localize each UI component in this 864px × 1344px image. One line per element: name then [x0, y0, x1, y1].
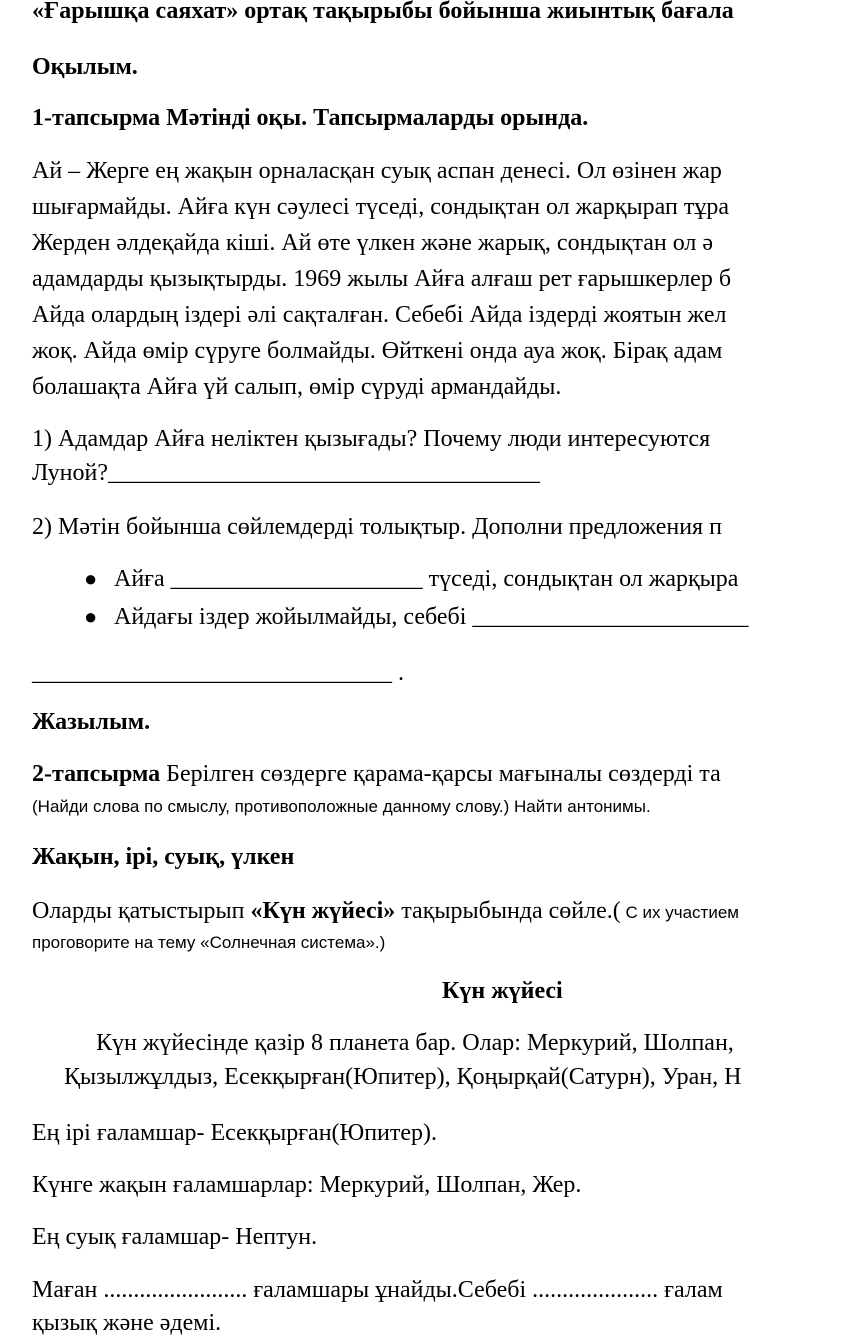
speaking-task-line	[32, 896, 739, 926]
task2-line	[32, 759, 721, 789]
writing-heading: Жазылым.	[32, 709, 151, 735]
question-2-bullet: Айдағы іздер жойылмайды, себебі _______________________	[114, 604, 749, 630]
solar-system-title: Күн жүйесі	[442, 978, 563, 1004]
favorite-planet-line: қызық және әдемі.	[32, 1310, 222, 1336]
passage-line: жоқ. Айда өмір сүруге болмайды. Өйткені онда ауа жоқ. Бірақ адам	[32, 338, 723, 364]
closest-planets: Күнге жақын ғаламшарлар: Меркурий, Шолпан, Жер.	[32, 1172, 582, 1198]
passage-line: шығармайды. Айға күн сәулесі түседі, сондықтан ол жарқырап тұра	[32, 194, 729, 220]
speaking-text: Оларды қатыстырып	[32, 898, 251, 924]
favorite-planet-line: Маған ........................ ғаламшары ұнайды.Себебі ..................... ғалам	[32, 1277, 723, 1303]
question-2-continuation: ______________________________ .	[32, 660, 404, 686]
passage-line: Айда олардың іздері әлі сақталған. Себебі Айда іздерді жоятын жел	[32, 302, 727, 328]
task2-text: Берілген сөздерге қарама-қарсы мағыналы сөздерді та	[160, 761, 721, 787]
task2-note: (Найди слова по смыслу, противоположные данному слову.) Найти антонимы.	[32, 797, 651, 816]
task1-heading: 1-тапсырма Мәтінді оқы. Тапсырмаларды орында.	[32, 105, 589, 131]
task2-label: 2-тапсырма	[32, 761, 161, 787]
question-2-intro: 2) Мәтін бойынша сөйлемдерді толықтыр. Дополни предложения п	[32, 514, 722, 540]
solar-system-line: Күн жүйесінде қазір 8 планета бар. Олар: Меркурий, Шолпан,	[96, 1030, 734, 1056]
antonym-words: Жақын, ірі, суық, үлкен	[32, 844, 295, 870]
speaking-note: С их участием	[620, 903, 739, 922]
bullet-icon: ●	[84, 604, 98, 629]
speaking-note: проговорите на тему «Солнечная система».)	[32, 933, 386, 952]
largest-planet: Ең ірі ғаламшар- Есекқырған(Юпитер).	[32, 1120, 438, 1146]
question-2-bullet: Айға _____________________ түседі, сондықтан ол жарқыра	[114, 566, 739, 592]
worksheet-title: «Ғарышқа саяхат» ортақ тақырыбы бойынша жиынтық бағала	[32, 0, 734, 24]
bullet-icon: ●	[84, 566, 98, 591]
passage-line: Жерден әлдеқайда кіші. Ай өте үлкен және жарық, сондықтан ол ә	[32, 230, 713, 256]
speaking-text: тақырыбында сөйле.(	[395, 898, 621, 924]
speaking-topic: «Күн жүйесі»	[250, 898, 396, 924]
passage-line: болашақта Айға үй салып, өмір сүруді армандайды.	[32, 374, 562, 400]
passage-line: Ай – Жерге ең жақын орналасқан суық аспан денесі. Ол өзінен жар	[32, 158, 722, 184]
passage-line: адамдарды қызықтырды. 1969 жылы Айға алғаш рет ғарышкерлер б	[32, 266, 732, 292]
reading-heading: Оқылым.	[32, 54, 138, 80]
question-1-line: 1) Адамдар Айға неліктен қызығады? Почему люди интересуются	[32, 426, 711, 452]
question-1-answer-line: Луной?____________________________________	[32, 460, 541, 486]
solar-system-line: Қызылжұлдыз, Есекқырған(Юпитер), Қоңырқай(Сатурн), Уран, Н	[64, 1064, 742, 1090]
coldest-planet: Ең суық ғаламшар- Нептун.	[32, 1224, 318, 1250]
